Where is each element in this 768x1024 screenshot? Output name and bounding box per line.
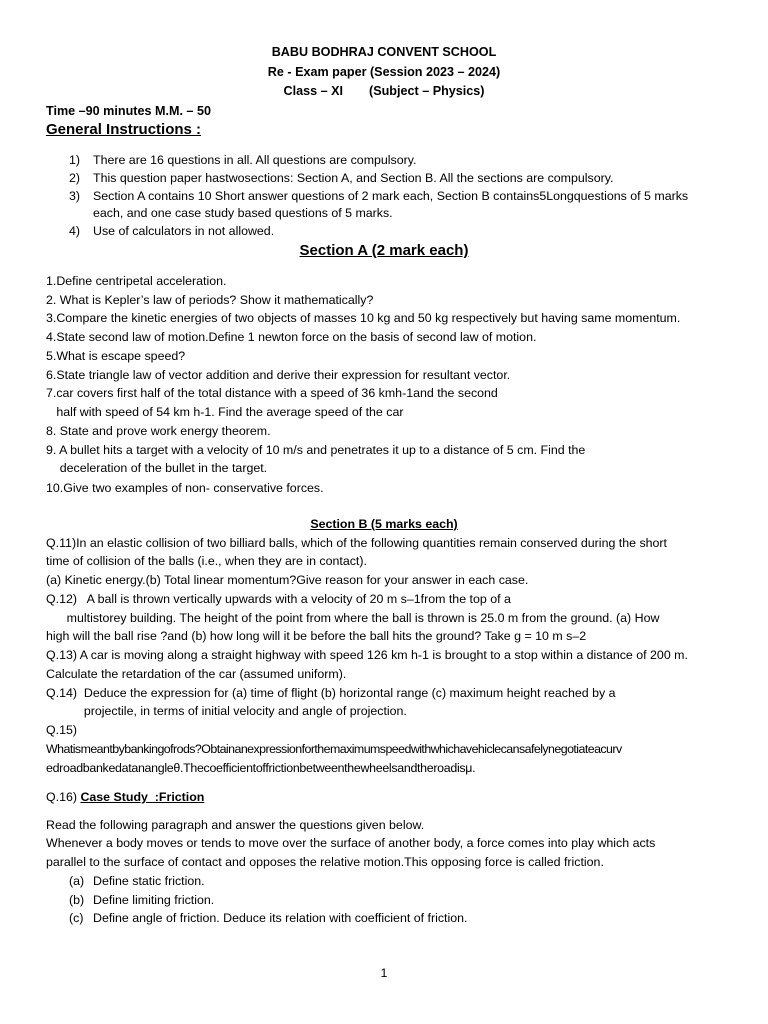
question-line: Q.12) A ball is thrown vertically upwards with a velocity of 20 m s–1from the top of a <box>46 592 511 606</box>
class-subject-line <box>0 82 768 101</box>
instruction-item-continued: each, and one case study based questions of 5 marks. <box>93 206 393 220</box>
instruction-item: 4) Use of calculators in not allowed. <box>69 224 275 238</box>
question-line: 1.Define centripetal acceleration. <box>46 274 227 288</box>
time-marks: Time –90 minutes M.M. – 50 <box>46 104 211 118</box>
case-study-intro: Read the following paragraph and answer the questions given below. <box>46 818 425 832</box>
instruction-item: 2) This question paper hastwosections: Section A, and Section B. All the sections are compulsory. <box>69 171 614 185</box>
exam-title: Re - Exam paper (Session 2023 – 2024) <box>267 65 501 79</box>
question-line: 9. A bullet hits a target with a velocity of 10 m/s and penetrates it up to a distance of 5 cm. Find the <box>46 443 586 457</box>
section-b-heading: Section B (5 marks each) <box>310 517 458 531</box>
case-study-question: (a) Define static friction. <box>69 874 205 888</box>
case-study-paragraph: Whenever a body moves or tends to move over the surface of another body, a force comes into play which acts <box>46 836 656 850</box>
class-label: Class – XI <box>283 84 344 98</box>
question-line: multistorey building. The height of the point from where the ball is thrown is 25.0 m from the ground. (a) How <box>46 611 660 625</box>
subject-label: (Subject – Physics) <box>369 84 485 98</box>
question-line: (a) Kinetic energy.(b) Total linear momentum?Give reason for your answer in each case. <box>46 573 529 587</box>
question-line: 2. What is Kepler’s law of periods? Show it mathematically? <box>46 293 374 307</box>
question-line: Calculate the retardation of the car (assumed uniform). <box>46 667 347 681</box>
question-line: 4.State second law of motion.Define 1 newton force on the basis of second law of motion. <box>46 330 537 344</box>
instructions-heading: General Instructions : <box>46 121 202 138</box>
question-line: Q.11)In an elastic collision of two billiard balls, which of the following quantities remain conserved during the short <box>46 536 668 550</box>
question-line: Q.14) Deduce the expression for (a) time of flight (b) horizontal range (c) maximum height reached by a <box>46 686 616 700</box>
question-line: 7.car covers first half of the total distance with a speed of 36 kmh-1and the second <box>46 386 498 400</box>
question-line: 6.State triangle law of vector addition and derive their expression for resultant vector. <box>46 368 511 382</box>
case-study-title: Case Study :Friction <box>80 790 205 804</box>
question-line: 8. State and prove work energy theorem. <box>46 424 271 438</box>
question-line: 10.Give two examples of non- conservative forces. <box>46 481 324 495</box>
question-line: high will the ball rise ?and (b) how long will it be before the ball hits the ground? Take g = 10 m s–2 <box>46 629 587 643</box>
question-line: Whatismeantbybankingofrods?Obtainanexpressionforthemaximumspeedwithwhichavehiclecansafelynegotiateacurv <box>46 742 622 756</box>
instruction-item: 1) There are 16 questions in all. All questions are compulsory. <box>69 153 417 167</box>
question-line: edroadbankedatanangleθ.Thecoefficientoffrictionbetweenthewheelsandtheroadisμ. <box>46 761 476 775</box>
question-line: 3.Compare the kinetic energies of two objects of masses 10 kg and 50 kg respectively but having same momentum. <box>46 311 681 325</box>
case-study-question: (b) Define limiting friction. <box>69 893 215 907</box>
case-study-question: (c) Define angle of friction. Deduce its relation with coefficient of friction. <box>69 911 468 925</box>
question-line: 5.What is escape speed? <box>46 349 186 363</box>
question-line: deceleration of the bullet in the target. <box>46 461 268 475</box>
section-a-heading: Section A (2 mark each) <box>299 242 469 259</box>
case-study-heading: Q.16) Case Study :Friction <box>46 790 205 804</box>
question-line: half with speed of 54 km h-1. Find the average speed of the car <box>46 405 404 419</box>
school-name: BABU BODHRAJ CONVENT SCHOOL <box>271 45 497 59</box>
question-line: Q.15) <box>46 723 77 737</box>
question-line: time of collision of the balls (i.e., when they are in contact). <box>46 554 367 568</box>
page-number: 1 <box>380 966 388 980</box>
instruction-item: 3) Section A contains 10 Short answer questions of 2 mark each, Section B contains5Longquestions of 5 marks <box>69 189 689 203</box>
question-line: Q.13) A car is moving along a straight highway with speed 126 km h-1 is brought to a stop within a distance of 200 m. <box>46 648 688 662</box>
question-line: projectile, in terms of initial velocity and angle of projection. <box>46 704 407 718</box>
case-study-paragraph: parallel to the surface of contact and opposes the relative motion.This opposing force is called friction. <box>46 855 604 869</box>
